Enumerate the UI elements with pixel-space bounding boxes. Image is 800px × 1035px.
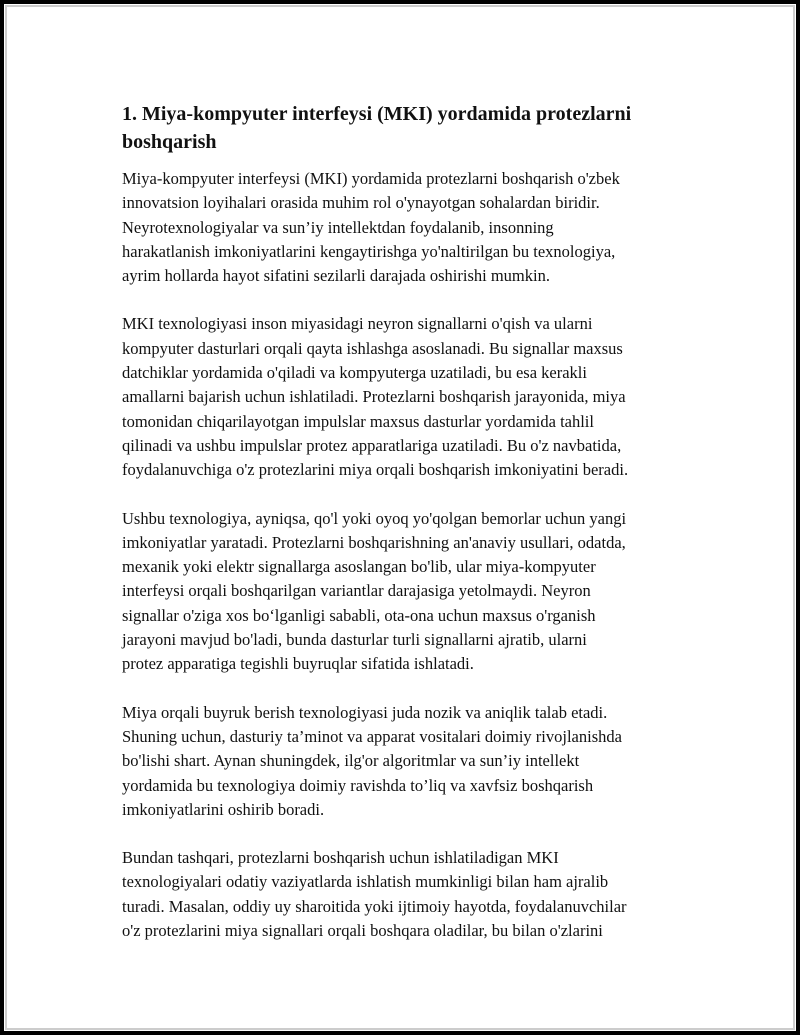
text-line: jarayoni mavjud bo'ladi, bunda dasturlar turli signallarni ajratib, ularni — [122, 630, 587, 650]
text-line: protez apparatiga tegishli buyruqlar sifatida ishlatadi. — [122, 654, 474, 674]
text-line: bo'lishi shart. Aynan shuningdek, ilg'or algoritmlar va sun’iy intellekt — [122, 751, 580, 771]
paragraph-5 — [122, 846, 692, 943]
title-line: 1. Miya-kompyuter interfeysi (MKI) yordamida protezlarni — [122, 103, 632, 125]
document-body — [122, 100, 692, 967]
text-line: Shuning uchun, dasturiy ta’minot va apparat vositalari doimiy rivojlanishda — [122, 726, 622, 746]
text-line: Bundan tashqari, protezlarni boshqarish uchun ishlatiladigan MKI — [122, 848, 559, 868]
text-line: mexanik yoki elektr signallarga asoslangan bo'lib, ular miya-kompyuter — [122, 557, 596, 577]
text-line: imkoniyatlarini oshirib boradi. — [122, 799, 325, 819]
text-line: innovatsion loyihalari orasida muhim rol o'ynayotgan sohalardan biridir. — [122, 193, 600, 213]
paragraph-1 — [122, 167, 692, 288]
text-line: MKI texnologiyasi inson miyasidagi neyron signallarni o'qish va ularni — [122, 314, 593, 334]
text-line: o'z protezlarini miya signallari orqali boshqara oladilar, bu bilan o'zlarini — [122, 921, 603, 941]
text-line: amallarni bajarish uchun ishlatiladi. Protezlarni boshqarish jarayonida, miya — [122, 387, 626, 407]
text-line: interfeysi orqali boshqarilgan variantlar darajasiga yetolmaydi. Neyron — [122, 581, 591, 601]
text-line: kompyuter dasturlari orqali qayta ishlashga asoslanadi. Bu signallar maxsus — [122, 338, 623, 358]
text-line: turadi. Masalan, oddiy uy sharoitida yoki ijtimoiy hayotda, foydalanuvchilar — [122, 896, 627, 916]
paragraph-2 — [122, 312, 692, 482]
text-line: datchiklar yordamida o'qiladi va kompyuterga uzatiladi, bu esa kerakli — [122, 363, 587, 383]
text-line: imkoniyatlar yaratadi. Protezlarni boshqarishning an'anaviy usullari, odatda, — [122, 532, 626, 552]
text-line: tomonidan chiqarilayotgan impulslar maxsus dasturlar yordamida tahlil — [122, 411, 594, 431]
text-line: yordamida bu texnologiya doimiy ravishda to’liq va xavfsiz boshqarish — [122, 775, 594, 795]
text-line: ayrim hollarda hayot sifatini sezilarli darajada oshirishi mumkin. — [122, 266, 550, 286]
paragraph-3 — [122, 507, 692, 677]
text-line: Ushbu texnologiya, ayniqsa, qo'l yoki oyoq yo'qolgan bemorlar uchun yangi — [122, 508, 627, 528]
text-line: Miya orqali buyruk berish texnologiyasi juda nozik va aniqlik talab etadi. — [122, 702, 608, 722]
text-line: signallar o'ziga xos bo‘lganligi sababli, ota-ona uchun maxsus o'rganish — [122, 605, 596, 625]
text-line: Neyrotexnologiyalar va sun’iy intellektdan foydalanib, insonning — [122, 217, 554, 237]
text-line: qilinadi va ushbu impulslar protez apparatlariga uzatiladi. Bu o'z navbatida, — [122, 435, 622, 455]
text-line: harakatlanish imkoniyatlarini kengaytirishga yo'naltirilgan bu texnologiya, — [122, 241, 616, 261]
section-title — [122, 100, 692, 156]
title-line: boshqarish — [122, 131, 217, 153]
paragraph-4 — [122, 701, 692, 822]
text-line: Miya-kompyuter interfeysi (MKI) yordamida protezlarni boshqarish o'zbek — [122, 169, 620, 188]
text-line: texnologiyalari odatiy vaziyatlarda ishlatish mumkinligi bilan ham ajralib — [122, 872, 609, 892]
text-line: foydalanuvchiga o'z protezlarini miya orqali boshqarish imkoniyatini beradi. — [122, 460, 629, 480]
